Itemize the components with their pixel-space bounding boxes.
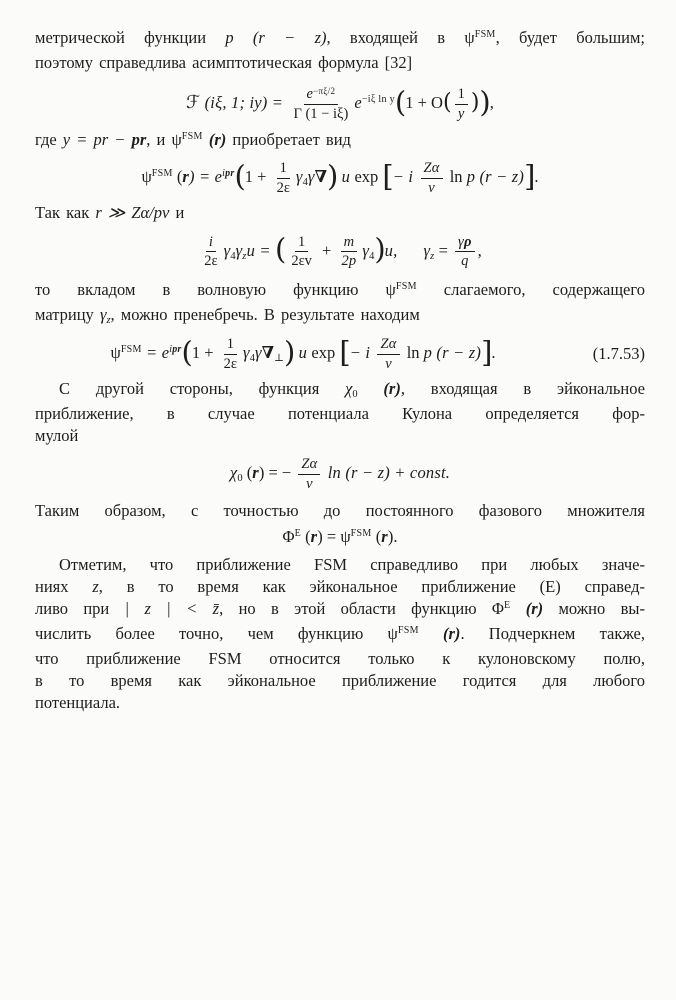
text-run: поэтому справедлива асимптотическая формула [32] <box>35 53 413 72</box>
psi-symbol: ψ <box>110 342 121 362</box>
frac-den: Γ (1 − iξ) <box>293 105 349 122</box>
fraction <box>290 86 351 122</box>
text-run: можно вы- <box>543 599 645 619</box>
superscript-E: E <box>503 600 511 612</box>
text-run: Так как <box>35 202 96 222</box>
frac-num: m <box>341 234 358 253</box>
frac-den: 2ε <box>223 355 238 372</box>
phi-symbol: Φ <box>491 599 504 619</box>
math-run-bold: pr <box>131 130 147 150</box>
frac-num: Zα <box>421 160 443 179</box>
superscript-fsm: FSM <box>474 29 496 40</box>
text-run: что приближение FSM относится только к кулоновскому полю, <box>35 649 645 669</box>
close-bracket: ] <box>524 159 535 194</box>
text-run: Отметим, что приближение FSM справедливо при любых значе- <box>59 555 645 575</box>
paragraph-line <box>35 500 645 522</box>
superscript-fsm: FSM <box>397 625 419 637</box>
math-run: z <box>92 577 99 597</box>
frac-num: 1 <box>455 86 468 105</box>
math-run-bold: (r) <box>202 130 227 150</box>
paragraph-line <box>35 304 645 329</box>
paragraph-line <box>35 378 645 403</box>
close-paren: ) <box>327 159 338 194</box>
frac-num: Zα <box>377 336 399 355</box>
text-run: , входящей в <box>326 28 465 47</box>
exponent: −πξ/2 <box>313 86 336 96</box>
math-run: ) = <box>317 526 341 546</box>
fraction <box>201 234 220 270</box>
paragraph-line <box>35 623 645 648</box>
text-run: метрической функции <box>35 28 226 47</box>
text-run: Таким образом, с точностью до постоянного фазового множителя <box>35 500 645 520</box>
math-run: (r − z) <box>475 167 525 187</box>
close-bracket: ] <box>481 334 492 369</box>
text-run: то вкладом в волновую функцию <box>35 280 386 300</box>
math-run: 1 + <box>244 167 271 187</box>
close-paren: ) <box>283 334 295 369</box>
text-run: ниях <box>35 577 93 597</box>
text-run: потенциала. <box>35 693 121 713</box>
formula-phi-equals-psi <box>35 526 645 546</box>
subscript-0: 0 <box>352 389 358 401</box>
math-run: , <box>477 240 482 260</box>
math-run: + <box>317 240 336 260</box>
text-run: , но в этой области функцию <box>219 599 492 619</box>
text-run: , в то время как эйкональное приближение (Е) справед- <box>98 577 646 597</box>
superscript-fsm: FSM <box>151 168 173 180</box>
frac-num: 1 <box>277 160 290 179</box>
text-run: матрицу <box>35 305 100 325</box>
subscript-z: z <box>430 250 435 262</box>
text-run: мулой <box>35 426 79 446</box>
math-run: , <box>489 92 494 112</box>
text-run: С другой стороны, функция <box>59 379 346 399</box>
math-run: p (r − z) <box>225 28 327 47</box>
frac-num: γρ <box>455 234 475 253</box>
open-paren: ( <box>394 84 406 119</box>
math-run: ( <box>172 167 183 187</box>
text-run: , будет большим; <box>495 28 646 47</box>
subscript-4: 4 <box>230 250 236 262</box>
open-bracket: [ <box>382 159 393 194</box>
frac-den: 2εv <box>291 253 312 270</box>
frac-den: 2ε <box>276 180 290 197</box>
open-paren: ( <box>275 232 286 267</box>
paragraph-line <box>35 670 645 692</box>
frac-num: $e^{-\pi\xi/2}$ <box>304 86 339 105</box>
operator-exp: exp <box>354 167 383 187</box>
vector-r: r <box>182 167 189 187</box>
exponent: −iξ ln y <box>361 93 395 105</box>
open-paren: ( <box>181 334 192 369</box>
text-run: , входящая в эйкональное <box>400 379 645 399</box>
operator-ln: ln <box>402 342 424 362</box>
psi-symbol: ψ <box>141 167 152 187</box>
frac-num: i <box>206 234 216 253</box>
vector-r: r <box>381 526 388 546</box>
paragraph-line <box>35 576 645 598</box>
psi-symbol: ψ <box>340 526 351 546</box>
math-run: ) = e <box>188 167 223 187</box>
math-run: . <box>534 167 539 187</box>
fraction <box>338 234 359 270</box>
math-run-bold: (r) <box>357 379 401 399</box>
superscript-fsm: FSM <box>181 131 203 143</box>
frac-den: y <box>457 105 465 122</box>
psi-symbol: ψ <box>464 28 475 47</box>
math-run: (r − z) <box>432 342 482 362</box>
open-bracket: [ <box>339 334 350 369</box>
math-run: ( <box>242 463 253 483</box>
fraction <box>298 456 320 492</box>
math-run: (iξ, 1; iy) = <box>200 92 288 112</box>
paragraph-line <box>35 129 645 154</box>
frac-den: 2ε <box>204 253 218 270</box>
math-run: y = pr − <box>62 130 132 150</box>
paragraph-line <box>35 202 645 224</box>
text-run: , и <box>146 130 172 150</box>
close-paren: ) <box>470 90 480 116</box>
subscript-z: z <box>106 315 111 327</box>
frac-num: Zα <box>298 456 320 475</box>
close-paren: ) <box>374 232 385 267</box>
paragraph-line <box>35 279 645 304</box>
math-run: 1 + <box>191 342 218 362</box>
chi-symbol: χ <box>229 463 238 483</box>
paragraph-line <box>35 554 645 576</box>
subscript-4: 4 <box>302 177 308 189</box>
nabla-symbol: ∇ <box>314 167 328 187</box>
gamma-symbol: γ <box>362 240 370 260</box>
paragraph-line <box>35 27 645 52</box>
math-run: p <box>423 342 433 362</box>
formula-psi-fsm-perp <box>35 336 645 372</box>
fraction <box>377 336 399 372</box>
gamma-symbol: γ <box>423 240 431 260</box>
frac-den: v <box>306 476 313 493</box>
gamma-symbol: γ <box>307 167 315 187</box>
psi-symbol: ψ <box>385 280 396 300</box>
psi-symbol: ψ <box>387 624 398 644</box>
math-run: u <box>337 167 355 187</box>
gamma-symbol: γ <box>254 342 262 362</box>
math-run: = e <box>141 342 170 362</box>
frac-den: v <box>428 180 435 197</box>
formula-chi0-coulomb <box>35 456 645 492</box>
math-run: u, <box>384 240 398 260</box>
paragraph-line <box>35 425 645 447</box>
text-run: и <box>169 202 185 222</box>
vector-r: r <box>310 526 318 546</box>
fraction <box>288 234 315 270</box>
gamma-symbol: γ <box>235 240 243 260</box>
subscript-z: z <box>242 250 247 262</box>
paragraph-line <box>35 648 645 670</box>
gamma-symbol: γ <box>223 240 231 260</box>
superscript-fsm: FSM <box>120 343 142 355</box>
fraction <box>274 160 293 196</box>
math-run: ). <box>387 526 398 546</box>
math-run: . <box>491 342 496 362</box>
text-run: числить более точно, чем функцию <box>35 624 388 644</box>
subscript-4: 4 <box>249 352 255 364</box>
paragraph-line <box>35 598 645 623</box>
frac-den: 2p <box>341 253 357 270</box>
exponent-bold: pr <box>172 343 182 355</box>
gamma-symbol: γ <box>99 305 107 325</box>
text-run: где <box>35 130 63 150</box>
superscript-E: E <box>294 527 302 539</box>
math-run: ( <box>301 526 311 546</box>
superscript-fsm: FSM <box>395 281 417 293</box>
fraction <box>455 86 468 122</box>
frac-num: 1 <box>295 234 308 253</box>
vector-r: r <box>252 463 259 483</box>
paragraph-line <box>35 52 645 74</box>
math-run: r ≫ Zα/pv <box>95 202 170 222</box>
frac-den: v <box>385 355 392 372</box>
frac-num: 1 <box>224 336 237 355</box>
text-run: ливо при <box>35 599 125 619</box>
text-run: слагаемого, содержащего <box>416 280 645 300</box>
math-run: e <box>354 92 362 112</box>
math-run: ) = − <box>258 463 296 483</box>
fraction <box>221 336 240 372</box>
text-run: . Подчеркнем также, <box>460 624 645 644</box>
chi-symbol: χ <box>345 379 353 399</box>
subscript-perp: ⊥ <box>274 352 284 364</box>
superscript-fsm: FSM <box>350 527 372 539</box>
math-run: u <box>294 342 312 362</box>
script-F-symbol: ℱ <box>186 91 201 113</box>
text-run: в то время как эйкональное приближение годится для любого <box>35 671 645 691</box>
subscript-4: 4 <box>369 250 375 262</box>
nabla-symbol: ∇ <box>261 342 275 362</box>
exponent-bold: pr <box>225 168 235 180</box>
paragraph-line <box>35 692 645 714</box>
exponent: i <box>222 168 226 180</box>
math-run-bold: (r) <box>418 624 461 644</box>
equation-number: (1.7.53) <box>592 343 645 363</box>
subscript-0: 0 <box>237 473 243 485</box>
open-paren: ( <box>442 90 452 116</box>
operator-exp: exp <box>311 342 340 362</box>
text-run: приобретает вид <box>226 130 351 150</box>
math-run: 1 + O <box>405 92 443 112</box>
math-run: ( <box>371 526 382 546</box>
math-run: p <box>466 167 476 187</box>
operator-ln: ln <box>445 167 467 187</box>
open-paren: ( <box>234 159 245 194</box>
fraction <box>455 234 475 270</box>
frac-den: q <box>461 253 469 270</box>
phi-symbol: Φ <box>282 526 295 546</box>
gamma-symbol: γ <box>295 167 303 187</box>
math-run-bold: (r) <box>510 599 544 619</box>
math-run: = <box>434 240 453 260</box>
formula-hypergeometric-asymptotic <box>35 86 645 122</box>
psi-symbol: ψ <box>171 130 182 150</box>
paragraph-line <box>35 403 645 425</box>
text-run: приближение, в случае потенциала Кулона определяется фор- <box>35 404 645 424</box>
formula-psi-fsm <box>35 160 645 196</box>
fraction <box>421 160 443 196</box>
math-run: | z | < z̄ <box>124 599 220 619</box>
close-paren: ) <box>479 84 490 119</box>
math-run: − i <box>392 167 418 187</box>
formula-gamma-identity <box>35 234 645 270</box>
exponent: i <box>169 343 173 355</box>
math-run: u = <box>246 240 275 260</box>
math-run: − i <box>349 342 375 362</box>
math-run: ln (r − z) + const. <box>323 463 451 483</box>
text-run: , можно пренебречь. В результате находим <box>110 305 420 325</box>
gamma-symbol: γ <box>243 342 250 362</box>
